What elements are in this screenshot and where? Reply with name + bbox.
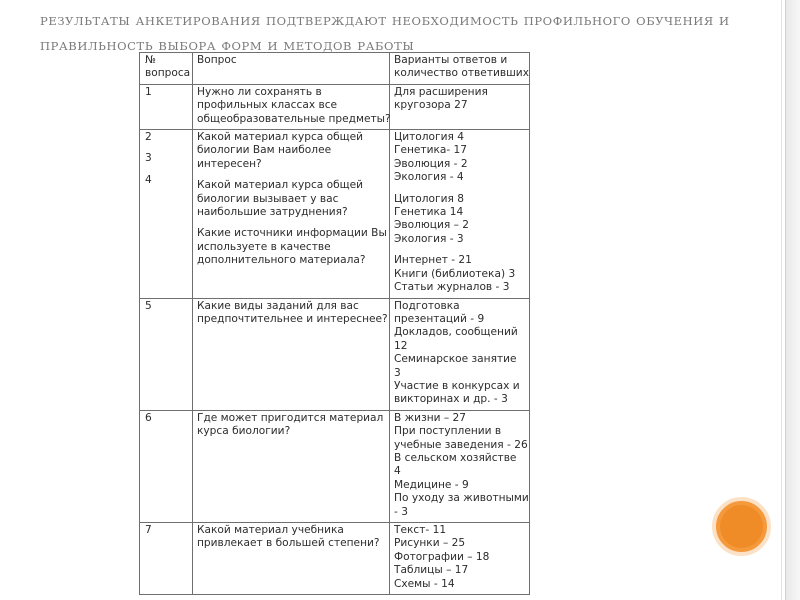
answer-text-line: Докладов, сообщений bbox=[394, 326, 518, 339]
question-text-line: дополнительного материала? bbox=[197, 254, 366, 267]
slide-frame-line bbox=[781, 0, 782, 600]
question-text-line: биологии Вам наиболее bbox=[197, 144, 332, 157]
question-text-line: общеобразовательные предметы? bbox=[197, 112, 391, 125]
cell-question-number bbox=[140, 523, 193, 595]
answer-text-line: Книги (библиотека) 3 bbox=[394, 267, 516, 280]
header-answers bbox=[390, 53, 530, 85]
question-number: 3 bbox=[145, 152, 152, 165]
cell-question bbox=[193, 523, 390, 595]
answer-text-line: Семинарское занятие bbox=[394, 353, 517, 366]
answer-text-line: учебные заведения - 26 bbox=[394, 438, 528, 451]
question-text-line: используете в качестве bbox=[197, 240, 331, 253]
header-question-label: Вопрос bbox=[197, 54, 237, 66]
cell-answers bbox=[390, 298, 530, 410]
question-text-line: интересен? bbox=[197, 157, 262, 170]
question-text-line: Какой материал учебника bbox=[197, 524, 344, 536]
answer-text-line: Цитология 4 bbox=[394, 131, 464, 144]
row-spacer bbox=[145, 166, 189, 174]
question-number: 4 bbox=[145, 173, 152, 186]
table-row bbox=[140, 410, 530, 522]
answer-text-line: презентаций - 9 bbox=[394, 312, 485, 325]
answer-text-line: По уходу за животными bbox=[394, 492, 529, 505]
header-num-line-2: вопроса bbox=[145, 67, 191, 80]
answer-text-line: В жизни – 27 bbox=[394, 411, 467, 424]
cell-question-number bbox=[140, 84, 193, 129]
row-spacer bbox=[394, 185, 526, 193]
cell-answers bbox=[390, 410, 530, 522]
question-text-line: Какие виды заданий для вас bbox=[197, 299, 359, 312]
cell-question bbox=[193, 84, 390, 129]
slide-title-line-1: РЕЗУЛЬТАТЫ АНКЕТИРОВАНИЯ ПОДТВЕРЖДАЮТ НЕОБХОДИМОСТЬ ПРОФИЛЬНОГО ОБУЧЕНИЯ И bbox=[40, 14, 730, 28]
question-text-line: предпочтительнее и интереснее? bbox=[197, 312, 388, 325]
question-text-line: биологии вызывает у вас bbox=[197, 192, 339, 205]
cell-answers bbox=[390, 84, 530, 129]
question-text-line: привлекает в большей степени? bbox=[197, 537, 380, 550]
answer-text-line: 4 bbox=[394, 465, 401, 478]
answer-text-line: При поступлении в bbox=[394, 425, 502, 438]
answer-text-line: Фотографии – 18 bbox=[394, 550, 490, 563]
table-row bbox=[140, 84, 530, 129]
question-text-line: курса биологии? bbox=[197, 425, 291, 438]
table-header-row bbox=[140, 53, 530, 85]
header-answers-line-2: количество ответивших bbox=[394, 67, 529, 80]
question-number: 5 bbox=[145, 299, 152, 312]
question-text-line: Какой материал курса общей bbox=[197, 131, 364, 144]
answer-text-line: - 3 bbox=[394, 505, 408, 518]
header-question bbox=[193, 53, 390, 85]
answer-text-line: 3 bbox=[394, 366, 401, 379]
cell-question bbox=[193, 298, 390, 410]
answer-text-line: Статьи журналов - 3 bbox=[394, 281, 510, 294]
answer-text-line: Эволюция – 2 bbox=[394, 219, 470, 232]
answer-text-line: Генетика- 17 bbox=[394, 144, 468, 157]
table-row bbox=[140, 130, 530, 298]
question-text-line: Какие источники информации Вы bbox=[197, 227, 387, 240]
question-text-line: Где может пригодится материал bbox=[197, 411, 384, 424]
question-text-line: наибольшие затруднения? bbox=[197, 206, 348, 219]
row-spacer bbox=[145, 144, 189, 152]
cell-question-number bbox=[140, 130, 193, 298]
question-text-line: профильных классах все bbox=[197, 99, 338, 112]
answer-text-line: Генетика 14 bbox=[394, 206, 464, 219]
slide-title-line-2: ПРАВИЛЬНОСТЬ ВЫБОРА ФОРМ И МЕТОДОВ РАБОТЫ bbox=[40, 39, 415, 53]
cell-question bbox=[193, 130, 390, 298]
answer-text-line: Экология - 3 bbox=[394, 232, 464, 245]
survey-table-container bbox=[139, 52, 530, 600]
header-answers-line-1: Варианты ответов и bbox=[394, 54, 508, 66]
table-row bbox=[140, 523, 530, 595]
cell-answers bbox=[390, 523, 530, 595]
slide-frame-edge bbox=[785, 0, 800, 600]
answer-text-line: 12 bbox=[394, 339, 408, 352]
answer-text-line: Подготовка bbox=[394, 299, 460, 312]
cell-answers bbox=[390, 130, 530, 298]
question-number: 7 bbox=[145, 524, 152, 536]
table-row bbox=[140, 298, 530, 410]
answer-text-line: Экология - 4 bbox=[394, 171, 464, 184]
answer-text-line: викторинах и др. - 3 bbox=[394, 393, 508, 406]
answer-text-line: Участие в конкурсах и bbox=[394, 379, 520, 392]
survey-table bbox=[139, 52, 530, 595]
answer-text-line: Цитология 8 bbox=[394, 192, 464, 205]
row-spacer bbox=[197, 171, 386, 179]
question-number: 1 bbox=[145, 85, 152, 98]
answer-text-line: Таблицы – 17 bbox=[394, 564, 469, 577]
header-num-line-1: № bbox=[145, 54, 157, 66]
answer-text-line: кругозора 27 bbox=[394, 99, 468, 112]
answer-text-line: Для расширения bbox=[394, 85, 488, 98]
cell-question-number bbox=[140, 410, 193, 522]
question-text-line: Нужно ли сохранять в bbox=[197, 85, 322, 98]
answer-text-line: Текст- 11 bbox=[394, 524, 447, 536]
decorative-orange-circle bbox=[712, 497, 771, 556]
question-text-line: Какой материал курса общей bbox=[197, 179, 364, 192]
answer-text-line: Схемы - 14 bbox=[394, 577, 455, 590]
table-body bbox=[140, 84, 530, 594]
answer-text-line: Медицине - 9 bbox=[394, 478, 469, 491]
cell-question-number bbox=[140, 298, 193, 410]
row-spacer bbox=[394, 246, 526, 254]
header-question-number bbox=[140, 53, 193, 85]
answer-text-line: Интернет - 21 bbox=[394, 254, 472, 267]
question-number: 2 bbox=[145, 131, 152, 144]
answer-text-line: Рисунки – 25 bbox=[394, 537, 466, 550]
question-number: 6 bbox=[145, 411, 152, 424]
row-spacer bbox=[197, 219, 386, 227]
answer-text-line: Эволюция - 2 bbox=[394, 157, 468, 170]
cell-question bbox=[193, 410, 390, 522]
answer-text-line: В сельском хозяйстве bbox=[394, 451, 517, 464]
